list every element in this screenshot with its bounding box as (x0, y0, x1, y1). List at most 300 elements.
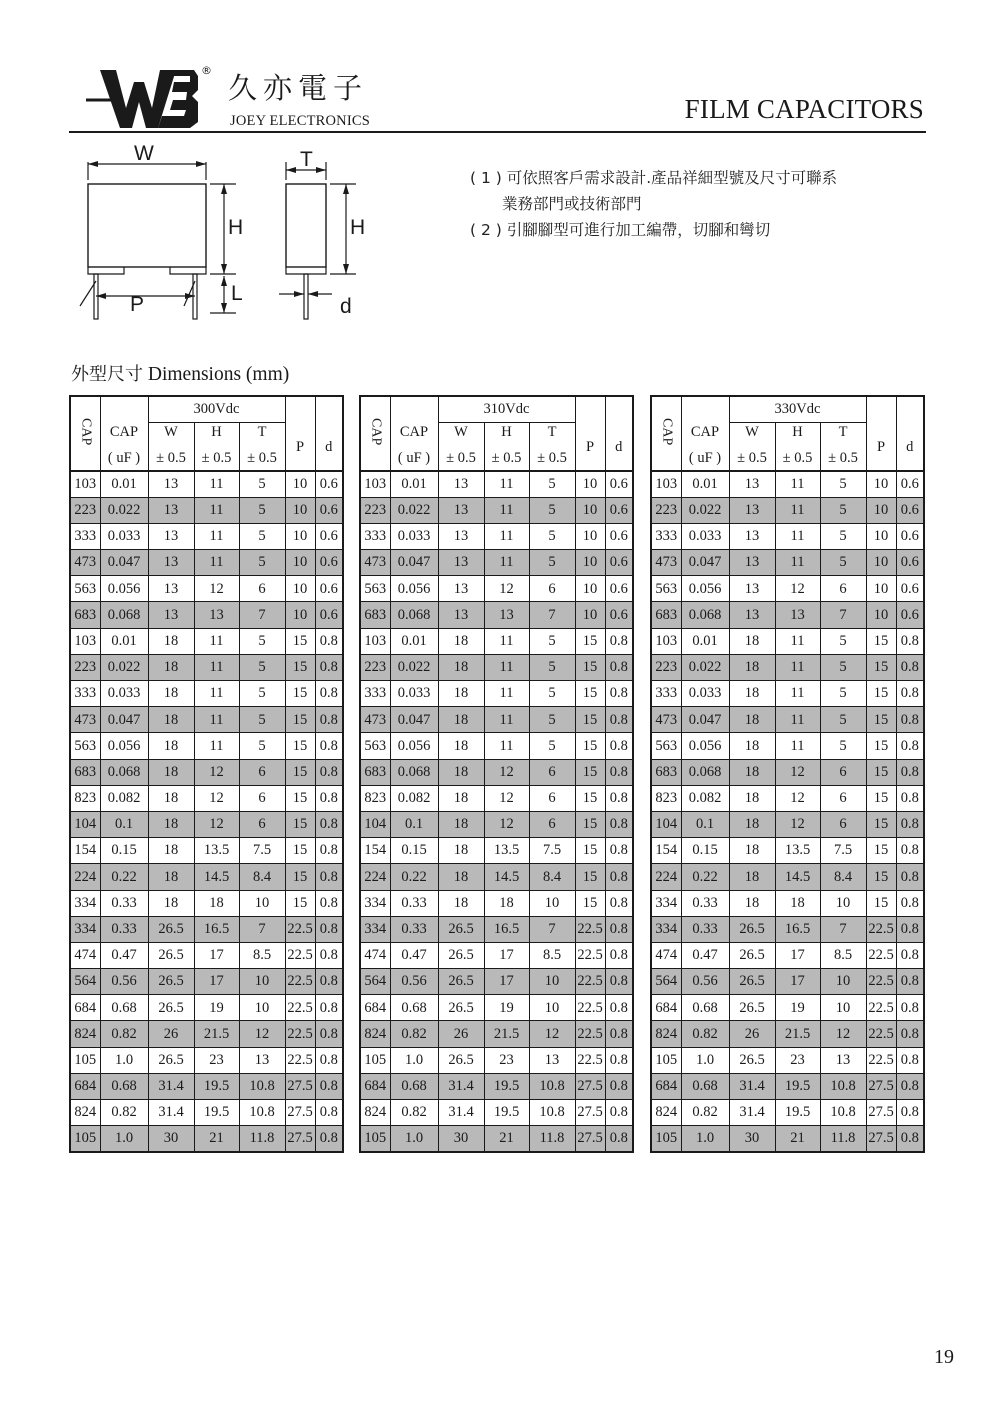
d-cell: 0.6 (315, 471, 343, 497)
d-cell: 0.8 (605, 759, 633, 785)
cap-value-cell: 0.22 (390, 864, 438, 890)
w-cell: 18 (729, 838, 775, 864)
h-cell: 12 (194, 576, 239, 602)
d-cell: 0.8 (605, 942, 633, 968)
t-cell: 10.8 (239, 1100, 285, 1126)
cap-code-cell: 684 (651, 995, 681, 1021)
table-row (70, 1047, 343, 1073)
d-cell: 0.8 (896, 1100, 924, 1126)
h-cell: 19.5 (775, 1100, 820, 1126)
cap-code-cell: 683 (70, 602, 100, 628)
t-cell: 6 (820, 576, 866, 602)
header-h: H (775, 423, 820, 452)
d-cell: 0.8 (896, 628, 924, 654)
h-cell: 21 (194, 1126, 239, 1152)
cap-value-cell: 0.047 (100, 550, 148, 576)
cap-code-cell: 223 (70, 497, 100, 523)
cap-code-cell: 563 (651, 576, 681, 602)
h-cell: 19.5 (194, 1100, 239, 1126)
w-cell: 13 (438, 523, 484, 549)
cap-value-cell: 0.47 (100, 942, 148, 968)
p-cell: 15 (285, 838, 315, 864)
cap-value-cell: 0.068 (390, 759, 438, 785)
label-p: P (130, 293, 145, 316)
d-cell: 0.6 (605, 471, 633, 497)
company-name-cn: 久亦電子 (228, 71, 369, 105)
cap-value-cell: 0.1 (390, 811, 438, 837)
cap-code-cell: 563 (70, 733, 100, 759)
table-row (360, 576, 633, 602)
cap-code-cell: 223 (360, 497, 390, 523)
p-cell: 10 (285, 471, 315, 497)
p-cell: 10 (285, 523, 315, 549)
table-row (70, 654, 343, 680)
cap-code-cell: 223 (651, 497, 681, 523)
table-row (651, 550, 924, 576)
w-cell: 18 (148, 707, 194, 733)
p-cell: 10 (866, 471, 896, 497)
h-cell: 12 (775, 785, 820, 811)
p-cell: 15 (866, 838, 896, 864)
table-row (651, 916, 924, 942)
table-row (360, 864, 633, 890)
d-cell: 0.8 (605, 995, 633, 1021)
t-cell: 7 (820, 602, 866, 628)
h-cell: 11 (775, 681, 820, 707)
cap-code-cell: 564 (651, 969, 681, 995)
h-cell: 11 (194, 707, 239, 733)
h-cell: 12 (194, 759, 239, 785)
cap-value-cell: 0.68 (681, 995, 729, 1021)
p-cell: 15 (866, 864, 896, 890)
w-cell: 13 (729, 471, 775, 497)
h-cell: 23 (194, 1047, 239, 1073)
h-cell: 12 (484, 759, 529, 785)
w-cell: 18 (438, 759, 484, 785)
note-2-text: 引腳腳型可進行加工編帶，切腳和彎切 (506, 221, 771, 239)
p-cell: 15 (285, 733, 315, 759)
p-cell: 22.5 (285, 1021, 315, 1047)
t-cell: 10 (239, 995, 285, 1021)
cap-code-cell: 824 (360, 1021, 390, 1047)
header-empty (390, 396, 438, 423)
header-empty (896, 396, 924, 423)
d-cell: 0.8 (315, 654, 343, 680)
header-cap-unit: ( uF ) (390, 451, 438, 471)
table-row (360, 890, 633, 916)
registered-mark: ® (201, 64, 212, 77)
h-cell: 19.5 (484, 1073, 529, 1099)
t-cell: 6 (820, 811, 866, 837)
d-cell: 0.8 (315, 838, 343, 864)
w-cell: 18 (148, 838, 194, 864)
cap-value-cell: 0.01 (681, 471, 729, 497)
h-cell: 12 (484, 785, 529, 811)
cap-code-cell: 104 (360, 811, 390, 837)
t-cell: 5 (820, 707, 866, 733)
h-cell: 13 (484, 602, 529, 628)
h-cell: 14.5 (484, 864, 529, 890)
header-w-tolerance: ± 0.5 (148, 451, 194, 471)
cap-code-cell: 823 (70, 785, 100, 811)
w-cell: 26.5 (729, 995, 775, 1021)
h-cell: 11 (194, 654, 239, 680)
w-cell: 18 (148, 811, 194, 837)
w-cell: 18 (729, 733, 775, 759)
p-cell: 22.5 (866, 1047, 896, 1073)
table-row (70, 707, 343, 733)
cap-code-cell: 684 (70, 1073, 100, 1099)
d-cell: 0.6 (315, 602, 343, 628)
cap-code-cell: 473 (651, 550, 681, 576)
d-cell: 0.8 (315, 1126, 343, 1152)
t-cell: 12 (239, 1021, 285, 1047)
h-cell: 14.5 (775, 864, 820, 890)
d-cell: 0.6 (896, 497, 924, 523)
cap-code-cell: 824 (360, 1100, 390, 1126)
h-cell: 21 (775, 1126, 820, 1152)
table-row (651, 628, 924, 654)
t-cell: 5 (820, 681, 866, 707)
h-cell: 11 (194, 733, 239, 759)
t-cell: 5 (529, 497, 575, 523)
company-name-en: JOEY ELECTRONICS (230, 113, 371, 129)
cap-value-cell: 0.82 (100, 1021, 148, 1047)
table-row (651, 864, 924, 890)
p-cell: 10 (575, 523, 605, 549)
w-cell: 26.5 (438, 969, 484, 995)
d-cell: 0.8 (896, 707, 924, 733)
d-cell: 0.6 (315, 550, 343, 576)
cap-code-cell: 333 (360, 681, 390, 707)
w-cell: 13 (438, 602, 484, 628)
cap-value-cell: 0.68 (100, 995, 148, 1021)
d-cell: 0.8 (315, 707, 343, 733)
dimensions-heading (71, 360, 289, 386)
p-cell: 27.5 (285, 1073, 315, 1099)
page-title: FILM CAPACITORS (684, 94, 924, 124)
w-cell: 26.5 (148, 995, 194, 1021)
w-cell: 18 (438, 733, 484, 759)
cap-value-cell: 0.047 (681, 550, 729, 576)
header-t-tolerance: ± 0.5 (529, 451, 575, 471)
table-row (651, 707, 924, 733)
h-cell: 11 (775, 628, 820, 654)
cap-code-cell: 104 (651, 811, 681, 837)
t-cell: 10.8 (529, 1073, 575, 1099)
cap-value-cell: 0.01 (100, 471, 148, 497)
cap-code-cell: 105 (70, 1047, 100, 1073)
t-cell: 6 (820, 785, 866, 811)
header-cap-code: CAP (360, 396, 390, 471)
table-row (70, 576, 343, 602)
cap-value-cell: 0.056 (681, 576, 729, 602)
t-cell: 10 (529, 969, 575, 995)
d-cell: 0.6 (605, 602, 633, 628)
w-cell: 13 (729, 497, 775, 523)
w-cell: 13 (729, 602, 775, 628)
t-cell: 13 (820, 1047, 866, 1073)
t-cell: 7.5 (820, 838, 866, 864)
table-row (651, 733, 924, 759)
table-row (360, 1126, 633, 1152)
w-cell: 31.4 (148, 1073, 194, 1099)
p-cell: 22.5 (575, 1021, 605, 1047)
d-cell: 0.6 (896, 602, 924, 628)
d-cell: 0.8 (605, 1126, 633, 1152)
cap-code-cell: 563 (651, 733, 681, 759)
cap-value-cell: 0.022 (390, 497, 438, 523)
cap-code-cell: 474 (70, 942, 100, 968)
t-cell: 7 (239, 602, 285, 628)
d-cell: 0.8 (605, 1021, 633, 1047)
table-row (360, 497, 633, 523)
h-cell: 18 (775, 890, 820, 916)
t-cell: 10.8 (239, 1073, 285, 1099)
p-cell: 15 (575, 733, 605, 759)
h-cell: 11 (484, 654, 529, 680)
cap-code-cell: 824 (70, 1021, 100, 1047)
w-cell: 18 (729, 864, 775, 890)
t-cell: 6 (529, 576, 575, 602)
t-cell: 5 (239, 681, 285, 707)
h-cell: 11 (194, 628, 239, 654)
t-cell: 8.4 (529, 864, 575, 890)
cap-value-cell: 0.068 (390, 602, 438, 628)
t-cell: 11.8 (239, 1126, 285, 1152)
h-cell: 11 (484, 707, 529, 733)
w-cell: 18 (438, 654, 484, 680)
note-2 (470, 218, 770, 240)
h-cell: 12 (484, 576, 529, 602)
dimension-table-1 (69, 395, 344, 1153)
cap-code-cell: 224 (360, 864, 390, 890)
cap-code-cell: 824 (651, 1100, 681, 1126)
w-cell: 18 (148, 628, 194, 654)
cap-code-cell: 824 (70, 1100, 100, 1126)
p-cell: 10 (285, 602, 315, 628)
p-cell: 22.5 (866, 916, 896, 942)
h-cell: 11 (484, 550, 529, 576)
w-cell: 26.5 (148, 942, 194, 968)
cap-code-cell: 473 (70, 550, 100, 576)
p-cell: 15 (866, 733, 896, 759)
d-cell: 0.6 (605, 550, 633, 576)
header-cap-code: CAP (70, 396, 100, 471)
d-cell: 0.8 (605, 864, 633, 890)
d-cell: 0.6 (315, 497, 343, 523)
t-cell: 5 (529, 471, 575, 497)
table-row (360, 550, 633, 576)
w-cell: 18 (148, 654, 194, 680)
h-cell: 11 (484, 471, 529, 497)
cap-value-cell: 0.68 (390, 995, 438, 1021)
cap-code-cell: 333 (651, 681, 681, 707)
t-cell: 5 (239, 628, 285, 654)
w-cell: 26 (148, 1021, 194, 1047)
note-1-line-2: 業務部門或技術部門 (502, 195, 642, 213)
cap-code-cell: 103 (70, 628, 100, 654)
cap-value-cell: 0.056 (100, 733, 148, 759)
dimension-table-2 (359, 395, 634, 1153)
cap-value-cell: 1.0 (681, 1126, 729, 1152)
cap-code-cell: 224 (70, 864, 100, 890)
t-cell: 5 (820, 654, 866, 680)
p-cell: 10 (285, 497, 315, 523)
cap-code-cell: 333 (70, 681, 100, 707)
header-empty (681, 396, 729, 423)
table-row (651, 1073, 924, 1099)
p-cell: 15 (285, 681, 315, 707)
p-cell: 22.5 (866, 942, 896, 968)
cap-value-cell: 0.33 (100, 890, 148, 916)
cap-value-cell: 0.068 (100, 602, 148, 628)
t-cell: 10 (820, 995, 866, 1021)
table-row (360, 785, 633, 811)
p-cell: 22.5 (866, 1021, 896, 1047)
d-cell: 0.8 (605, 1100, 633, 1126)
w-cell: 13 (729, 576, 775, 602)
table-row (360, 681, 633, 707)
cap-code-cell: 105 (360, 1047, 390, 1073)
h-cell: 17 (194, 969, 239, 995)
cap-value-cell: 0.82 (681, 1021, 729, 1047)
h-cell: 11 (775, 523, 820, 549)
d-cell: 0.6 (896, 471, 924, 497)
t-cell: 6 (529, 759, 575, 785)
h-cell: 19 (194, 995, 239, 1021)
d-cell: 0.8 (896, 785, 924, 811)
t-cell: 5 (820, 497, 866, 523)
cap-value-cell: 0.082 (681, 785, 729, 811)
cap-value-cell: 0.01 (100, 628, 148, 654)
w-cell: 18 (729, 707, 775, 733)
d-cell: 0.8 (605, 733, 633, 759)
cap-value-cell: 0.47 (681, 942, 729, 968)
d-cell: 0.6 (605, 523, 633, 549)
t-cell: 5 (239, 707, 285, 733)
p-cell: 15 (575, 759, 605, 785)
h-cell: 11 (194, 681, 239, 707)
t-cell: 6 (529, 811, 575, 837)
p-cell: 15 (575, 838, 605, 864)
w-cell: 18 (148, 864, 194, 890)
table-row (651, 523, 924, 549)
header-empty (315, 396, 343, 423)
cap-code-cell: 334 (360, 916, 390, 942)
h-cell: 17 (775, 969, 820, 995)
t-cell: 10.8 (820, 1100, 866, 1126)
cap-code-cell: 683 (360, 602, 390, 628)
p-cell: 22.5 (285, 1047, 315, 1073)
p-cell: 27.5 (285, 1100, 315, 1126)
t-cell: 13 (529, 1047, 575, 1073)
p-cell: 15 (285, 785, 315, 811)
d-cell: 0.8 (896, 1073, 924, 1099)
h-cell: 13.5 (775, 838, 820, 864)
table-row (70, 995, 343, 1021)
t-cell: 5 (820, 733, 866, 759)
h-cell: 12 (775, 811, 820, 837)
p-cell: 27.5 (575, 1100, 605, 1126)
t-cell: 5 (239, 550, 285, 576)
table-row (70, 890, 343, 916)
table-row (70, 785, 343, 811)
h-cell: 14.5 (194, 864, 239, 890)
h-cell: 13.5 (484, 838, 529, 864)
w-cell: 30 (148, 1126, 194, 1152)
h-cell: 17 (775, 942, 820, 968)
h-cell: 16.5 (775, 916, 820, 942)
cap-code-cell: 103 (360, 628, 390, 654)
table-row (651, 654, 924, 680)
t-cell: 5 (239, 523, 285, 549)
cap-value-cell: 1.0 (390, 1047, 438, 1073)
t-cell: 10 (529, 995, 575, 1021)
p-cell: 15 (866, 707, 896, 733)
p-cell: 22.5 (285, 969, 315, 995)
h-cell: 11 (484, 681, 529, 707)
d-cell: 0.6 (896, 550, 924, 576)
cap-code-cell: 473 (360, 707, 390, 733)
cap-value-cell: 0.47 (390, 942, 438, 968)
cap-value-cell: 0.033 (681, 681, 729, 707)
d-cell: 0.8 (605, 838, 633, 864)
w-cell: 13 (148, 523, 194, 549)
d-cell: 0.6 (896, 523, 924, 549)
cap-value-cell: 0.15 (390, 838, 438, 864)
table-row (360, 995, 633, 1021)
d-cell: 0.8 (315, 1047, 343, 1073)
cap-code-cell: 333 (651, 523, 681, 549)
t-cell: 8.5 (820, 942, 866, 968)
cap-value-cell: 0.82 (390, 1100, 438, 1126)
company-logo-icon (86, 68, 198, 135)
label-h-side: H (350, 216, 366, 239)
w-cell: 26.5 (148, 916, 194, 942)
d-cell: 0.8 (315, 916, 343, 942)
t-cell: 5 (239, 654, 285, 680)
w-cell: 26.5 (729, 916, 775, 942)
t-cell: 10 (529, 890, 575, 916)
t-cell: 6 (239, 811, 285, 837)
p-cell: 10 (575, 471, 605, 497)
p-cell: 15 (575, 628, 605, 654)
cap-value-cell: 0.022 (681, 497, 729, 523)
w-cell: 26.5 (438, 1047, 484, 1073)
cap-value-cell: 0.33 (681, 890, 729, 916)
cap-code-cell: 334 (651, 890, 681, 916)
capacitor-dimension-diagram (74, 142, 374, 331)
t-cell: 6 (239, 576, 285, 602)
d-cell: 0.8 (896, 1126, 924, 1152)
d-cell: 0.8 (896, 864, 924, 890)
w-cell: 13 (729, 523, 775, 549)
header-w: W (438, 423, 484, 452)
p-cell: 15 (575, 811, 605, 837)
header-cap-unit: ( uF ) (681, 451, 729, 471)
p-cell: 15 (866, 759, 896, 785)
h-cell: 13 (194, 602, 239, 628)
d-cell: 0.8 (315, 681, 343, 707)
cap-code-cell: 105 (360, 1126, 390, 1152)
p-cell: 15 (866, 785, 896, 811)
h-cell: 11 (484, 628, 529, 654)
note-2-prefix: ( 2 ) (470, 221, 502, 239)
d-cell: 0.8 (896, 811, 924, 837)
d-cell: 0.6 (315, 523, 343, 549)
d-cell: 0.8 (896, 916, 924, 942)
